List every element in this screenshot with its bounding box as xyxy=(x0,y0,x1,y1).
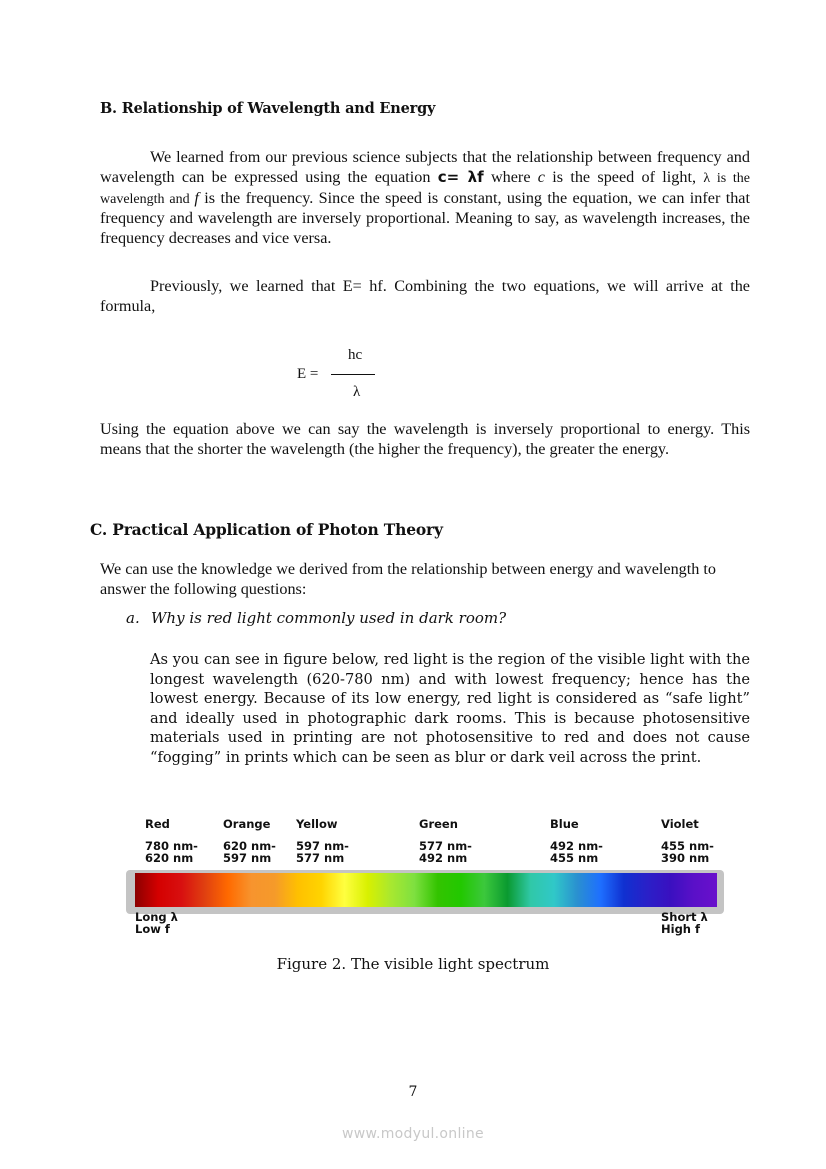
range-top: 780 nm- xyxy=(145,839,198,853)
lambda-phrase: λ is the wavelength and xyxy=(100,170,751,207)
band-range-blue xyxy=(550,841,603,864)
range-bottom: 597 nm xyxy=(223,850,272,865)
variable-c: c xyxy=(537,167,545,186)
formula-denominator: λ xyxy=(353,384,361,400)
section-b-heading: B. Relationship of Wavelength and Energy xyxy=(100,100,436,117)
text-run: Previously, we learned that E= hf. Combining the two equations, we will arrive at the formula, xyxy=(100,277,750,315)
range-top: 492 nm- xyxy=(550,839,603,853)
band-label-orange: Orange xyxy=(223,817,271,831)
question-a xyxy=(126,609,506,627)
spectrum-color-bar xyxy=(135,873,717,907)
text-run: is the frequency. Since the speed is constant, using the equation, we can infer that frequency and wavelength are inversely proportional. Meaning to say, as wavelength increases, the frequency decreases and vice versa. xyxy=(100,188,750,248)
formula-numerator: hc xyxy=(348,347,363,363)
band-label-violet: Violet xyxy=(661,817,699,831)
text-run: is the speed of light, xyxy=(544,167,704,186)
band-label-yellow: Yellow xyxy=(296,817,338,831)
range-bottom: 620 nm xyxy=(145,850,194,865)
label-line: High f xyxy=(661,922,700,936)
range-bottom: 390 nm xyxy=(661,850,710,865)
range-top: 620 nm- xyxy=(223,839,276,853)
band-label-red: Red xyxy=(145,817,170,831)
formula-lhs: E = xyxy=(297,366,319,382)
range-bottom: 492 nm xyxy=(419,850,468,865)
long-wavelength-label xyxy=(135,911,178,935)
energy-formula xyxy=(297,346,387,406)
paragraph-inverse-proportion: Using the equation above we can say the wavelength is inversely proportional to energy. This means that the shorter the wavelength (the higher the frequency), the greater the energy. xyxy=(100,420,750,458)
figure-caption: Figure 2. The visible light spectrum xyxy=(276,955,550,973)
section-c-intro: We can use the knowledge we derived from the relationship between energy and wavelength to answer the following questions: xyxy=(100,560,717,598)
range-bottom: 577 nm xyxy=(296,850,345,865)
section-c-heading: C. Practical Application of Photon Theory xyxy=(90,520,443,539)
variable-f: f xyxy=(194,188,199,207)
text-run: where xyxy=(483,167,538,186)
band-range-orange xyxy=(223,841,276,864)
page-number: 7 xyxy=(408,1084,418,1100)
paragraph-frequency-wavelength xyxy=(100,148,750,249)
label-line: Low f xyxy=(135,922,170,936)
watermark: www.modyul.online xyxy=(342,1126,484,1142)
visible-spectrum-figure xyxy=(124,814,726,944)
band-range-yellow xyxy=(296,841,349,864)
short-wavelength-label xyxy=(661,911,708,935)
band-range-green xyxy=(419,841,472,864)
range-top: 577 nm- xyxy=(419,839,472,853)
band-label-green: Green xyxy=(419,817,458,831)
text-run: We learned from our previous science subjects that the relationship between frequency and wavelength can be expressed using the equation xyxy=(100,148,750,186)
label-line: Long λ xyxy=(135,910,178,924)
range-top: 455 nm- xyxy=(661,839,714,853)
question-text: Why is red light commonly used in dark room? xyxy=(151,609,507,627)
fraction-bar xyxy=(331,374,375,375)
band-range-red xyxy=(145,841,198,864)
label-line: Short λ xyxy=(661,910,708,924)
band-range-violet xyxy=(661,841,714,864)
answer-paragraph: As you can see in figure below, red light is the region of the visible light with the longest wavelength (620-780 nm) and with lowest frequency; hence has the lowest energy. Because of its low energy, red light is considered as “safe light” and ideally used in photographic dark rooms. This is because photosensitive materials used in printing are not photosensitive to red and does not cause “fogging” in prints which can be seen as blur or dark veil across the print. xyxy=(150,651,750,766)
question-label: a. xyxy=(126,609,140,627)
equation-c-lambda-f: c= λf xyxy=(437,167,484,186)
range-top: 597 nm- xyxy=(296,839,349,853)
paragraph-combining-equations xyxy=(100,277,750,317)
band-label-blue: Blue xyxy=(550,817,579,831)
range-bottom: 455 nm xyxy=(550,850,599,865)
